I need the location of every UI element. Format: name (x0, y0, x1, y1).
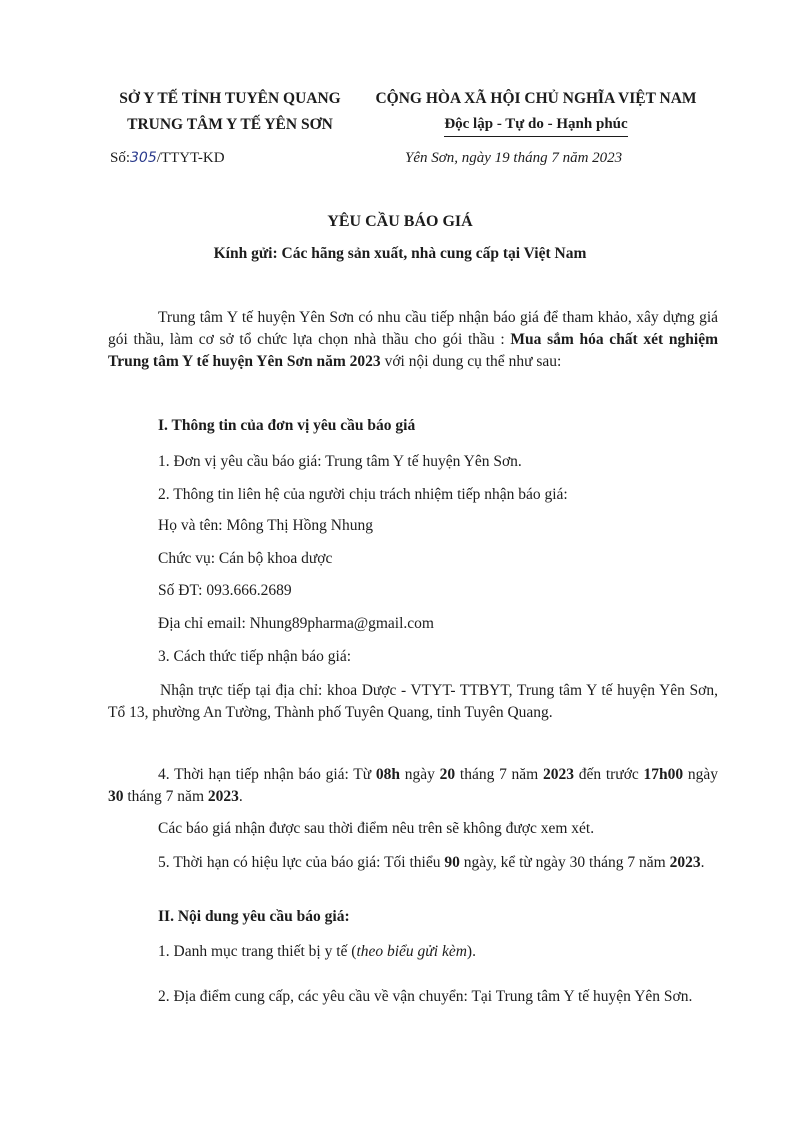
document-number-suffix: /TTYT-KD (156, 150, 225, 166)
section1-item4: 4. Thời hạn tiếp nhận báo giá: Từ 08h ngày 20 tháng 7 năm 2023 đến trước 17h00 ngày 30 tháng 7 năm 2023. (108, 766, 719, 805)
intro-paragraph: Trung tâm Y tế huyện Yên Sơn có nhu cầu tiếp nhận báo giá để tham khảo, xây dựng giá gói thầu, làm cơ sở tổ chức lựa chọn nhà thầu cho gói thầu : Mua sắm hóa chất xét nghiệm Trung tâm Y tế huyện Yên Sơn năm 2023 với nội dung cụ thể như sau: (108, 309, 719, 370)
contact-phone: Số ĐT: 093.666.2689 (158, 582, 292, 599)
recipient-line: Kính gửi: Các hãng sản xuất, nhà cung cấp tại Việt Nam (213, 245, 587, 262)
issuing-agency (100, 86, 360, 138)
contact-position: Chức vụ: Cán bộ khoa dược (158, 550, 333, 567)
contact-name: Họ và tên: Mông Thị Hồng Nhung (158, 517, 373, 534)
national-title (360, 86, 712, 137)
section1-item3: 3. Cách thức tiếp nhận báo giá: (158, 648, 352, 665)
national-motto: Độc lập - Tự do - Hạnh phúc (444, 112, 627, 137)
section2-item1: 1. Danh mục trang thiết bị y tế (theo biểu gửi kèm). (158, 943, 476, 960)
section1-item5: 5. Thời hạn có hiệu lực của báo giá: Tối thiểu 90 ngày, kể từ ngày 30 tháng 7 năm 2023. (158, 854, 705, 871)
late-submission-note: Các báo giá nhận được sau thời điểm nêu trên sẽ không được xem xét. (158, 820, 595, 837)
section1-item1: 1. Đơn vị yêu cầu báo giá: Trung tâm Y tế huyện Yên Sơn. (158, 453, 522, 470)
section2-item2: 2. Địa điểm cung cấp, các yêu cầu về vận chuyển: Tại Trung tâm Y tế huyện Yên Sơn. (158, 988, 693, 1005)
contact-email: Địa chỉ email: Nhung89pharma@gmail.com (158, 615, 434, 632)
section1-heading: I. Thông tin của đơn vị yêu cầu báo giá (158, 417, 416, 434)
section2-heading: II. Nội dung yêu cầu báo giá: (158, 908, 350, 925)
parent-agency: SỞ Y TẾ TỈNH TUYÊN QUANG (119, 90, 341, 107)
handwritten-number: 305 (130, 150, 157, 166)
country-name: CỘNG HÒA XÃ HỘI CHỦ NGHĨA VIỆT NAM (375, 90, 697, 107)
document-number (110, 150, 225, 167)
document-title: YÊU CẦU BÁO GIÁ (327, 213, 473, 230)
package-name: Mua sắm hóa chất xét nghiệm Trung tâm Y tế huyện Yên Sơn năm 2023 (108, 331, 719, 370)
date-line: Yên Sơn, ngày 19 tháng 7 năm 2023 (405, 150, 623, 166)
agency-name: TRUNG TÂM Y TẾ YÊN SƠN (127, 116, 333, 133)
receiving-address: Nhận trực tiếp tại địa chỉ: khoa Dược - VTYT- TTBYT, Trung tâm Y tế huyện Yên Sơn, Tổ 13, phường An Tường, Thành phố Tuyên Quang, tỉnh Tuyên Quang. (108, 682, 718, 721)
section1-item2: 2. Thông tin liên hệ của người chịu trách nhiệm tiếp nhận báo giá: (158, 486, 568, 503)
document-number-prefix: Số: (110, 150, 131, 166)
